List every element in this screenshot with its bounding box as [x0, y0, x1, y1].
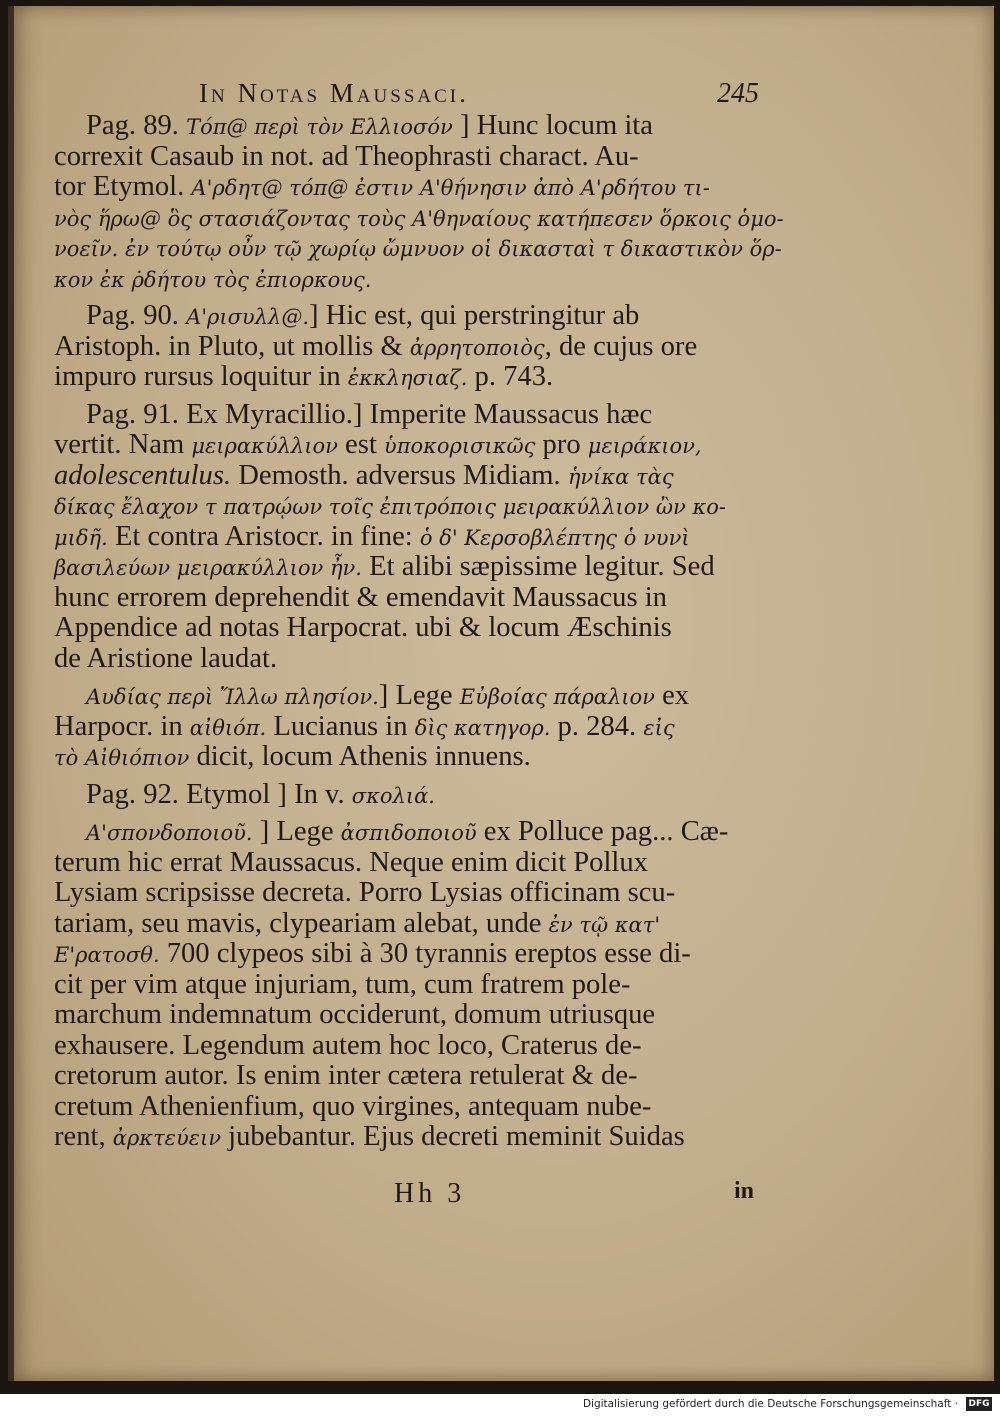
greek-text: τὸ Αἰθιόπιον [54, 746, 190, 770]
text-line [54, 332, 744, 363]
dfg-banner [0, 1394, 1000, 1416]
latin-text: dicit, locum Athenis innuens. [189, 741, 531, 772]
text-line [54, 817, 744, 848]
greek-text: Α'ρδητ@ τόπ@ ἐστιν Α'θήνησιν ἀπὸ Α'ρδήτου τι- [191, 176, 710, 200]
greek-text: μειρακύλλιον [191, 434, 338, 458]
greek-text: ἀσπιδοποιοῦ [340, 821, 477, 845]
latin-text: ex Polluce pag... Cæ- [476, 816, 729, 847]
greek-text: μιδῆ. [54, 525, 108, 550]
text-line [54, 712, 744, 743]
greek-text: Τόπ@ περὶ τὸν Ελλιοσόν [186, 115, 453, 139]
text-line [54, 461, 744, 492]
dfg-logo: DFG [966, 1397, 992, 1411]
text-line [54, 111, 744, 142]
latin-text: Pag. 91. Ex Myracillio.] Imperite Maussacus hæc [86, 398, 653, 430]
greek-text: ἀρρητοποιὸς [409, 335, 545, 360]
greek-text: κον ἐκ ρ̇δήτου τὸς ἐπιορκους. [54, 267, 372, 292]
paragraph [54, 681, 744, 773]
greek-text: αἰθιόπ. [189, 715, 267, 740]
latin-text: Pag. 92. Etymol ] In v. [86, 778, 352, 810]
latin-text: cretorum autor. Is enim inter cætera retulerat & de- [54, 1060, 638, 1091]
latin-text: Harpocr. in [54, 710, 190, 742]
latin-text: ] Lege [378, 680, 460, 711]
paragraph [54, 817, 744, 1153]
greek-text: ἐκκλησιαζ. [347, 366, 468, 390]
greek-text: Αυδίας περὶ Ἴλλω πλησίον. [86, 685, 379, 709]
latin-text: , de cujus ore [544, 330, 698, 362]
dfg-banner-text: Digitalisierung gefördert durch die Deutsche Forschungsgemeinschaft · [582, 1398, 958, 1410]
greek-text: ὑποκορισικῶς [383, 434, 536, 458]
text-line [54, 681, 744, 712]
latin-text: p. 743. [467, 361, 554, 392]
latin-text: Demosth. adversus Midiam. [231, 459, 568, 491]
greek-text: νὸς ἥρω@ ὃς στασιάζοντας τοὺς Α'θηναίους κατήπεσεν ὅρκοις ὁμο- [54, 206, 784, 231]
latin-text: tor Etymol. [54, 171, 192, 202]
greek-text: ἐν τῷ κατ' [548, 912, 661, 937]
paragraph [54, 110, 784, 294]
latin-text: vertit. Nam [54, 429, 192, 460]
text-line [54, 491, 744, 522]
latin-text: ] Hunc locum ita [452, 110, 653, 141]
greek-text: Α'σπονδοποιοῦ. [86, 821, 253, 845]
greek-text: δίκας ἔλαχον τ πατρῴων τοῖς ἐπιτρόποις μειρακύλλιον ὢν κο- [54, 495, 726, 519]
text-line [54, 1031, 744, 1062]
latin-text: 700 clypeos sibi à 30 tyrannis ereptos esse di- [159, 938, 691, 969]
latin-text: jubebantur. Ejus decreti meminit Suidas [221, 1121, 685, 1152]
text-line [54, 233, 782, 264]
latin-text: Et contra Aristocr. in fine: [107, 520, 420, 552]
greek-text: εἰς [643, 715, 675, 740]
text-line [54, 613, 744, 644]
greek-text: ὁ δ' Κερσοβλέπτης ὁ νυνὶ [419, 525, 690, 550]
greek-text: ἡνίκα τὰς [567, 464, 674, 489]
greek-text: βασιλεύων μειρακύλλιον ἦν. [54, 556, 362, 580]
latin-text: ] Lege [252, 816, 341, 847]
greek-text: σκολιά. [351, 783, 435, 808]
latin-text: exhausere. Legendum autem hoc loco, Craterus de- [54, 1029, 642, 1061]
latin-text: Lucianus in [266, 710, 415, 742]
latin-text: est [337, 429, 384, 460]
greek-text: νοεῖν. ἐν τούτῳ οὖν τῷ χωρίῳ ὤμνυον οἱ δικασταὶ τ δικαστικὸν ὅρ- [54, 237, 782, 261]
text-line [54, 430, 744, 461]
latin-text: adolescentulus. [54, 459, 232, 491]
latin-text: Appendice ad notas Harpocrat. ubi & locum Æschinis [54, 612, 672, 643]
page-header [179, 78, 759, 114]
text-line [54, 142, 744, 173]
greek-text: Ε'ρατοσθ. [54, 943, 160, 967]
latin-text: Aristoph. in Pluto, ut mollis & [54, 330, 410, 362]
text-line [54, 1061, 744, 1092]
text-line [54, 301, 744, 332]
text-line [54, 203, 784, 234]
text-line [54, 780, 744, 811]
book-page [8, 6, 994, 1381]
paragraph [54, 400, 744, 675]
running-title: In Notas Maussaci. [199, 78, 469, 108]
latin-text: impuro rursus loquitur in [54, 361, 348, 392]
latin-text: hunc errorem deprehendit & emendavit Maussacus in [54, 581, 667, 613]
text-line [54, 400, 744, 431]
greek-text: μειράκιον, [587, 434, 702, 458]
latin-text: Pag. 89. [86, 110, 187, 141]
text-line [54, 583, 744, 614]
latin-text: de Aristione laudat. [54, 642, 278, 674]
catchword: in [733, 1178, 754, 1204]
text-line [54, 362, 744, 393]
body-text [54, 110, 784, 1153]
page-footer [394, 1178, 754, 1212]
paragraph [54, 780, 744, 811]
greek-text: ἀρκτεύειν [112, 1126, 221, 1150]
latin-text: p. 284. [550, 710, 644, 742]
latin-text: rent, [54, 1121, 113, 1152]
text-line [54, 909, 744, 940]
text-line [54, 264, 744, 295]
text-line [54, 742, 744, 773]
page-number: 245 [717, 78, 759, 109]
latin-text: Et alibi sæpissime legitur. Sed [361, 551, 715, 582]
latin-text: Pag. 90. [86, 300, 187, 331]
latin-text: ] Hic est, qui perstringitur ab [309, 300, 640, 331]
greek-text: Εὐβοίας πάραλιον [459, 685, 655, 709]
text-line [54, 552, 744, 583]
text-line [54, 644, 744, 675]
latin-text: ex [654, 680, 690, 711]
latin-text: correxit Casaub in not. ad Theophrasti charact. Au- [54, 140, 639, 172]
greek-text: Α'ρισυλλ@. [186, 305, 309, 329]
text-line [54, 172, 744, 203]
text-line [54, 1122, 744, 1153]
latin-text: pro [535, 429, 588, 460]
text-line [54, 848, 744, 879]
paragraph [54, 301, 744, 393]
latin-text: tariam, seu mavis, clypeariam alebat, unde [54, 907, 549, 939]
latin-text: marchum indemnatum occiderunt, domum utriusque [54, 999, 656, 1030]
text-line [54, 1000, 744, 1031]
latin-text: terum hic errat Maussacus. Neque enim dicit Pollux [54, 846, 648, 878]
latin-text: cretum Athenienfium, quo virgines, antequam nube- [54, 1090, 652, 1122]
text-line [54, 970, 744, 1001]
greek-text: δὶς κατηγορ. [414, 715, 551, 740]
text-line [54, 878, 744, 909]
latin-text: cit per vim atque injuriam, tum, cum fratrem pole- [54, 968, 631, 1000]
text-line [54, 522, 744, 553]
text-line [54, 939, 744, 970]
text-line [54, 1092, 744, 1123]
latin-text: Lysiam scripsisse decreta. Porro Lysias officinam scu- [54, 877, 676, 908]
signature-mark: Hh 3 [394, 1178, 466, 1209]
